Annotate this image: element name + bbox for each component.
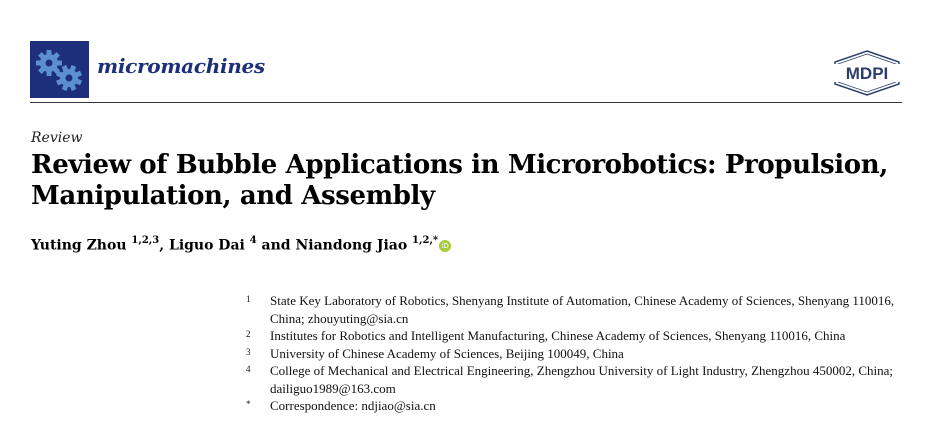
author-list xyxy=(31,236,451,254)
journal-name: micromachines xyxy=(97,54,265,78)
article-type: Review xyxy=(31,130,83,146)
header-divider xyxy=(30,102,902,103)
affiliation-text: University of Chinese Academy of Sciences, Beijing 100049, China xyxy=(270,345,624,361)
paper-title: Review of Bubble Applications in Microrobotics: Propulsion, Manipulation, and Assembly xyxy=(31,150,888,211)
author-name[interactable]: Yuting Zhou xyxy=(31,237,127,254)
author-affiliation-marks: 4 xyxy=(249,235,257,246)
affiliation-text: Institutes for Robotics and Intelligent Manufacturing, Chinese Academy of Sciences, Shenyang 110016, China xyxy=(270,328,846,343)
affiliation-marker: 4 xyxy=(246,364,251,374)
author-separator: and xyxy=(256,237,296,254)
affiliation-text: College of Mechanical and Electrical Engineering, Zhengzhou University of Light Industry, Zhengzhou 450002, China; dailiguo1989@163.com xyxy=(270,363,893,396)
correspondence-text: Correspondence: ndjiao@sia.cn xyxy=(270,398,436,413)
author-affiliation-marks: 1,2,3 xyxy=(131,235,160,246)
affiliation-marker: 3 xyxy=(246,346,251,357)
author-separator: , xyxy=(159,237,169,254)
affiliation-text: State Key Laboratory of Robotics, Shenyang Institute of Automation, Chinese Academy of Sciences, Shenyang 110016, China; zhouyuting@sia.cn xyxy=(270,293,895,326)
affiliation-item xyxy=(246,362,926,397)
mdpi-hexagon-logo-icon xyxy=(832,50,902,96)
affiliation-item xyxy=(246,345,926,363)
svg-text:MDPI: MDPI xyxy=(845,64,889,83)
orcid-icon[interactable]: iD xyxy=(439,240,451,252)
affiliation-marker: * xyxy=(246,399,251,409)
affiliations-list xyxy=(246,292,926,415)
affiliation-item xyxy=(246,327,926,345)
affiliation-marker: 2 xyxy=(246,329,251,339)
author-name[interactable]: Niandong Jiao xyxy=(295,237,408,254)
gears-logo-icon xyxy=(30,41,89,98)
author-affiliation-marks: 1,2,* xyxy=(412,235,439,246)
publisher-logo xyxy=(832,50,902,96)
author-name[interactable]: Liguo Dai xyxy=(168,237,245,254)
correspondence-item xyxy=(246,397,926,415)
journal-logo xyxy=(30,41,89,98)
affiliation-item xyxy=(246,292,926,327)
affiliation-marker: 1 xyxy=(246,294,251,304)
